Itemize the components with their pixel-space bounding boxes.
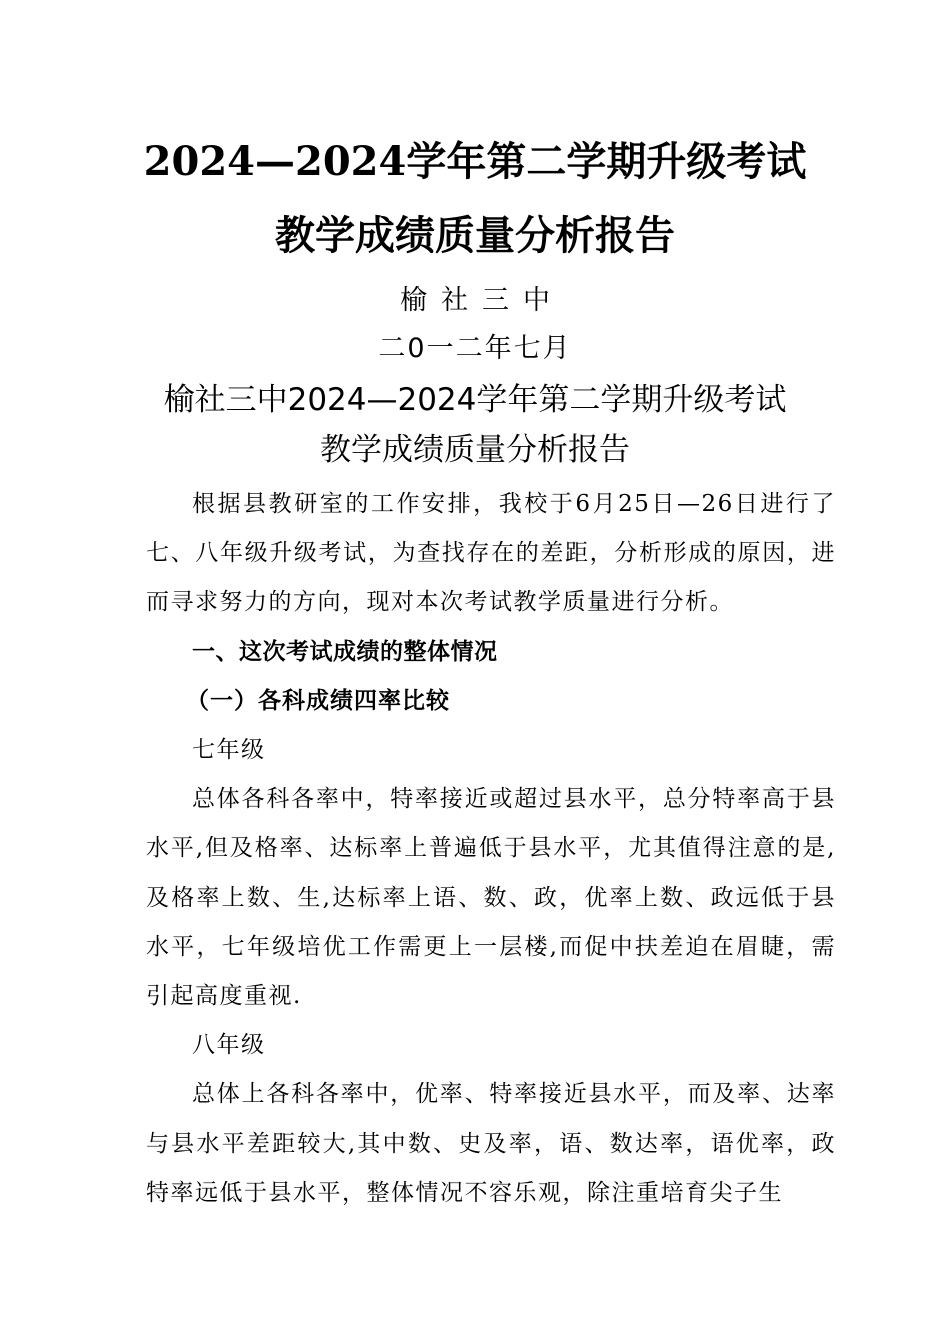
- section1-subheading: （一）各科成绩四率比较: [186, 687, 450, 714]
- grade7-paragraph: 总体各科各率中，特率接近或超过县水平，总分特率高于县水平,但及格率、达标率上普遍低于县水平，尤其值得注意的是,及格率上数、生,达标率上语、数、政，优率上数、政远低于县水平，七年级培优工作需更上一层楼,而促中扶差迫在眉睫，需引起高度重视.: [146, 786, 836, 1010]
- grade8-paragraph: 总体上各科各率中，优率、特率接近县水平，而及率、达率与县水平差距较大,其中数、史及率，语、数达率，语优率，政特率远低于县水平，整体情况不容乐观，除注重培育尖子生: [146, 1081, 836, 1206]
- report-title-line2: 教学成绩质量分析报告: [320, 432, 630, 468]
- report-title-line1: 榆社三中2024—2024学年第二学期升级考试: [163, 382, 787, 418]
- report-body: [146, 480, 836, 1218]
- grade7-label: 七年级: [192, 737, 266, 764]
- intro-paragraph: 根据县教研室的工作安排，我校于6月25日—26日进行了七、八年级升级考试，为查找存在的差距，分析形成的原因，进而寻求努力的方向，现对本次考试教学质量进行分析。: [146, 491, 836, 616]
- cover-school-name: 榆社三中: [400, 285, 564, 316]
- cover-date: 二0一二年七月: [378, 333, 572, 364]
- grade8-label: 八年级: [192, 1032, 266, 1059]
- cover-title-line2: 教学成绩质量分析报告: [275, 212, 675, 259]
- cover-title-line1: 2024—2024学年第二学期升级考试: [143, 138, 807, 185]
- section1-heading: 一、这次考试成绩的整体情况: [192, 638, 498, 665]
